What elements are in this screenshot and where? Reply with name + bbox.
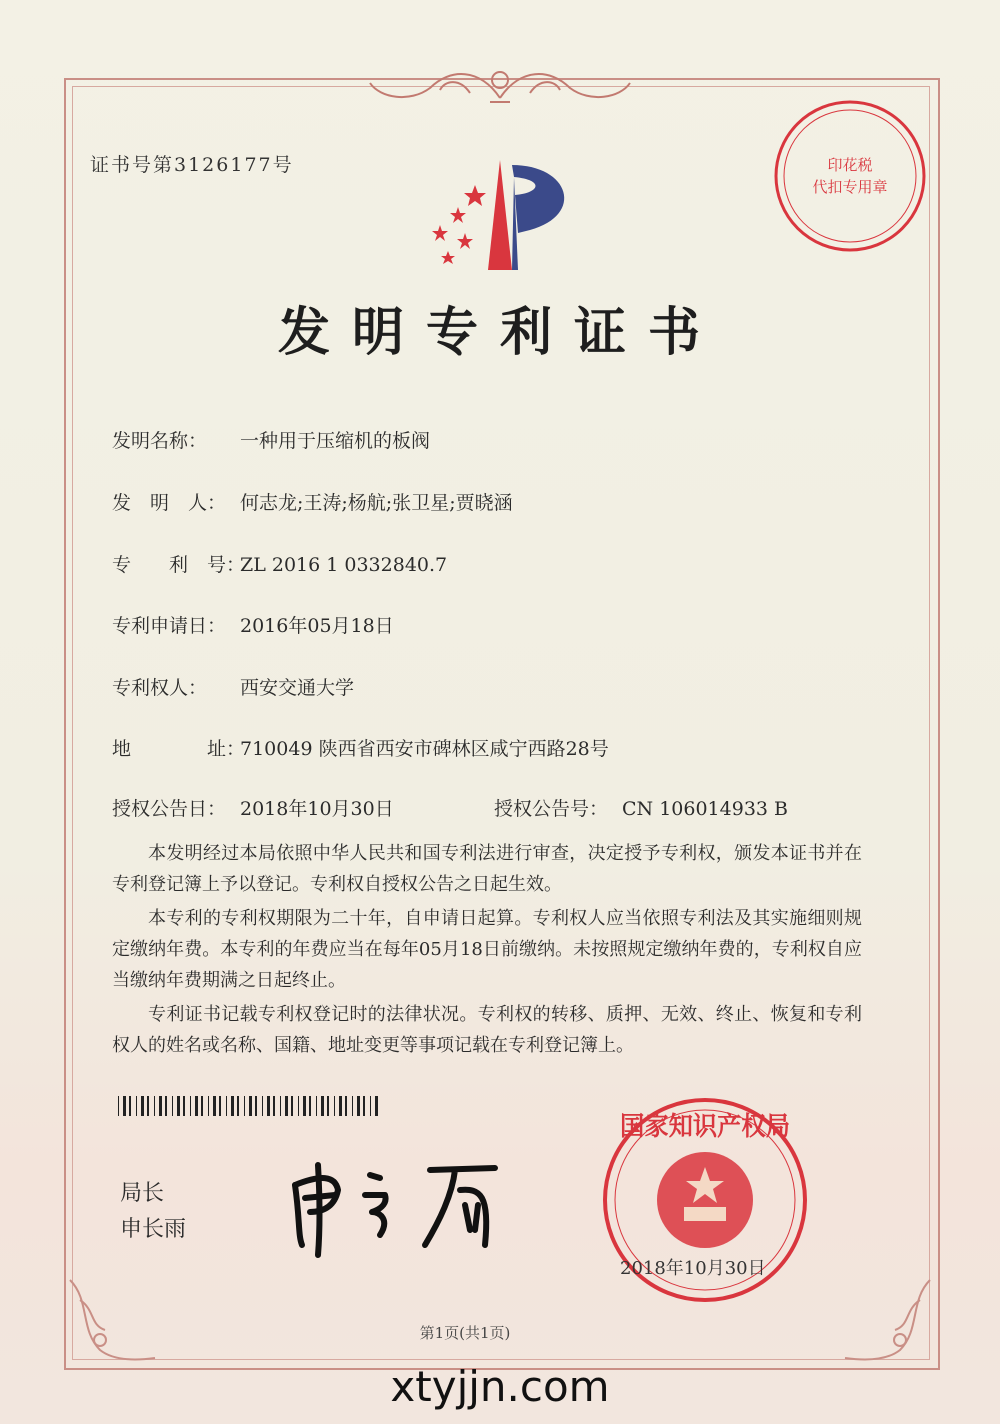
barcode-bar [285,1096,288,1116]
field-patentee [112,673,354,700]
field-application-date [112,611,394,638]
bottom-left-ornament [60,1270,160,1370]
top-ornament [350,58,650,108]
barcode-bar [298,1096,299,1116]
barcode-bar [237,1096,239,1116]
barcode-bar [273,1096,275,1116]
field-value: 2016年05月18日 [240,615,394,637]
barcode-bar [267,1096,270,1116]
barcode-bar [357,1096,360,1116]
barcode-bar [255,1096,257,1116]
seal-date: 2018年10月30日 [620,1258,766,1279]
barcode-bar [363,1096,365,1116]
barcode-bar [291,1096,293,1116]
barcode-bar [123,1096,126,1116]
certificate-title: 发明专利证书 [277,303,722,363]
field-label: 专利申请日： [112,615,227,637]
barcode-bar [154,1096,155,1116]
field-label: 专 利 号： [112,554,246,576]
barcode-bar [316,1096,317,1116]
field-label: 授权公告号： [494,798,609,820]
body-paragraph-3: 专利证书记载专利权登记时的法律状况。专利权的转移、质押、无效、终止、恢复和专利权人的姓名或名称、国籍、地址变更等事项记载在专利登记簿上。 [112,1004,862,1056]
barcode-bar [327,1096,329,1116]
barcode-bar [141,1096,144,1116]
field-label: 发明名称： [112,430,208,452]
barcode-bar [177,1096,180,1116]
barcode-bar [208,1096,209,1116]
barcode-bar [309,1096,311,1116]
tax-stamp [770,96,930,256]
bottom-right-ornament [840,1270,940,1370]
barcode-bar [244,1096,245,1116]
barcode-bar [201,1096,203,1116]
barcode-bar [118,1096,119,1116]
barcode-bar [231,1096,234,1116]
barcode-bar [339,1096,342,1116]
seal-text: 国家知识产权局 [620,1112,803,1142]
director-name: 申长雨 [120,1217,187,1242]
field-label: 授权公告日： [112,798,227,820]
barcode [118,1096,380,1116]
body-paragraph-2: 本专利的专利权期限为二十年，自申请日起算。专利权人应当依照专利法及其实施细则规定缴纳年费。本专利的年费应当在每年05月18日前缴纳。未按照规定缴纳年费的，专利权自应当缴纳年费期满之日起终止。 [112,908,862,991]
barcode-bar [262,1096,263,1116]
field-value: 何志龙;王涛;杨航;张卫星;贾晓涵 [240,492,513,514]
field-value: 一种用于压缩机的板阀 [240,430,431,452]
field-invention-name [112,426,430,453]
body-paragraph-1: 本发明经过本局依照中华人民共和国专利法进行审查，决定授予专利权，颁发本证书并在专利登记簿上予以登记。专利权自授权公告之日起生效。 [112,843,862,895]
field-label: 地 址： [112,738,246,760]
barcode-bar [334,1096,335,1116]
barcode-bar [195,1096,198,1116]
field-label: 发 明 人： [112,492,227,514]
barcode-bar [136,1096,137,1116]
barcode-bar [172,1096,173,1116]
barcode-bar [129,1096,131,1116]
barcode-bar [226,1096,227,1116]
field-label: 专利权人： [112,677,208,699]
tax-stamp-line1: 印花税 [827,156,873,174]
field-value: 710049 陕西省西安市碑林区咸宁西路28号 [240,738,609,760]
field-value: 西安交通大学 [240,677,355,699]
field-value: CN 106014933 B [622,798,788,820]
field-value: ZL 2016 1 0332840.7 [240,554,448,576]
field-grant-date [112,794,394,821]
barcode-bar [165,1096,167,1116]
patent-office-logo [420,155,590,275]
barcode-bar [321,1096,324,1116]
barcode-bar [375,1096,378,1116]
barcode-bar [147,1096,149,1116]
tax-stamp-line2: 代扣专用章 [812,178,888,196]
certificate-body [112,838,862,1064]
barcode-bar [370,1096,371,1116]
barcode-bar [280,1096,281,1116]
barcode-bar [219,1096,221,1116]
barcode-bar [345,1096,347,1116]
field-address [112,734,609,761]
barcode-bar [190,1096,191,1116]
field-grant-number [494,794,788,821]
barcode-bar [159,1096,162,1116]
barcode-bar [352,1096,353,1116]
barcode-bar [213,1096,216,1116]
field-value: 2018年10月30日 [240,798,394,820]
barcode-bar [183,1096,185,1116]
certificate-number: 证书号第3126177号 [90,154,294,176]
handwritten-signature [280,1150,510,1260]
director-title: 局长 [120,1181,165,1206]
page-number: 第1页(共1页) [419,1324,511,1342]
field-patent-number [112,550,447,577]
watermark: xtyjjn.com [390,1362,610,1411]
barcode-bar [249,1096,252,1116]
barcode-bar [303,1096,306,1116]
field-inventors [112,488,513,515]
